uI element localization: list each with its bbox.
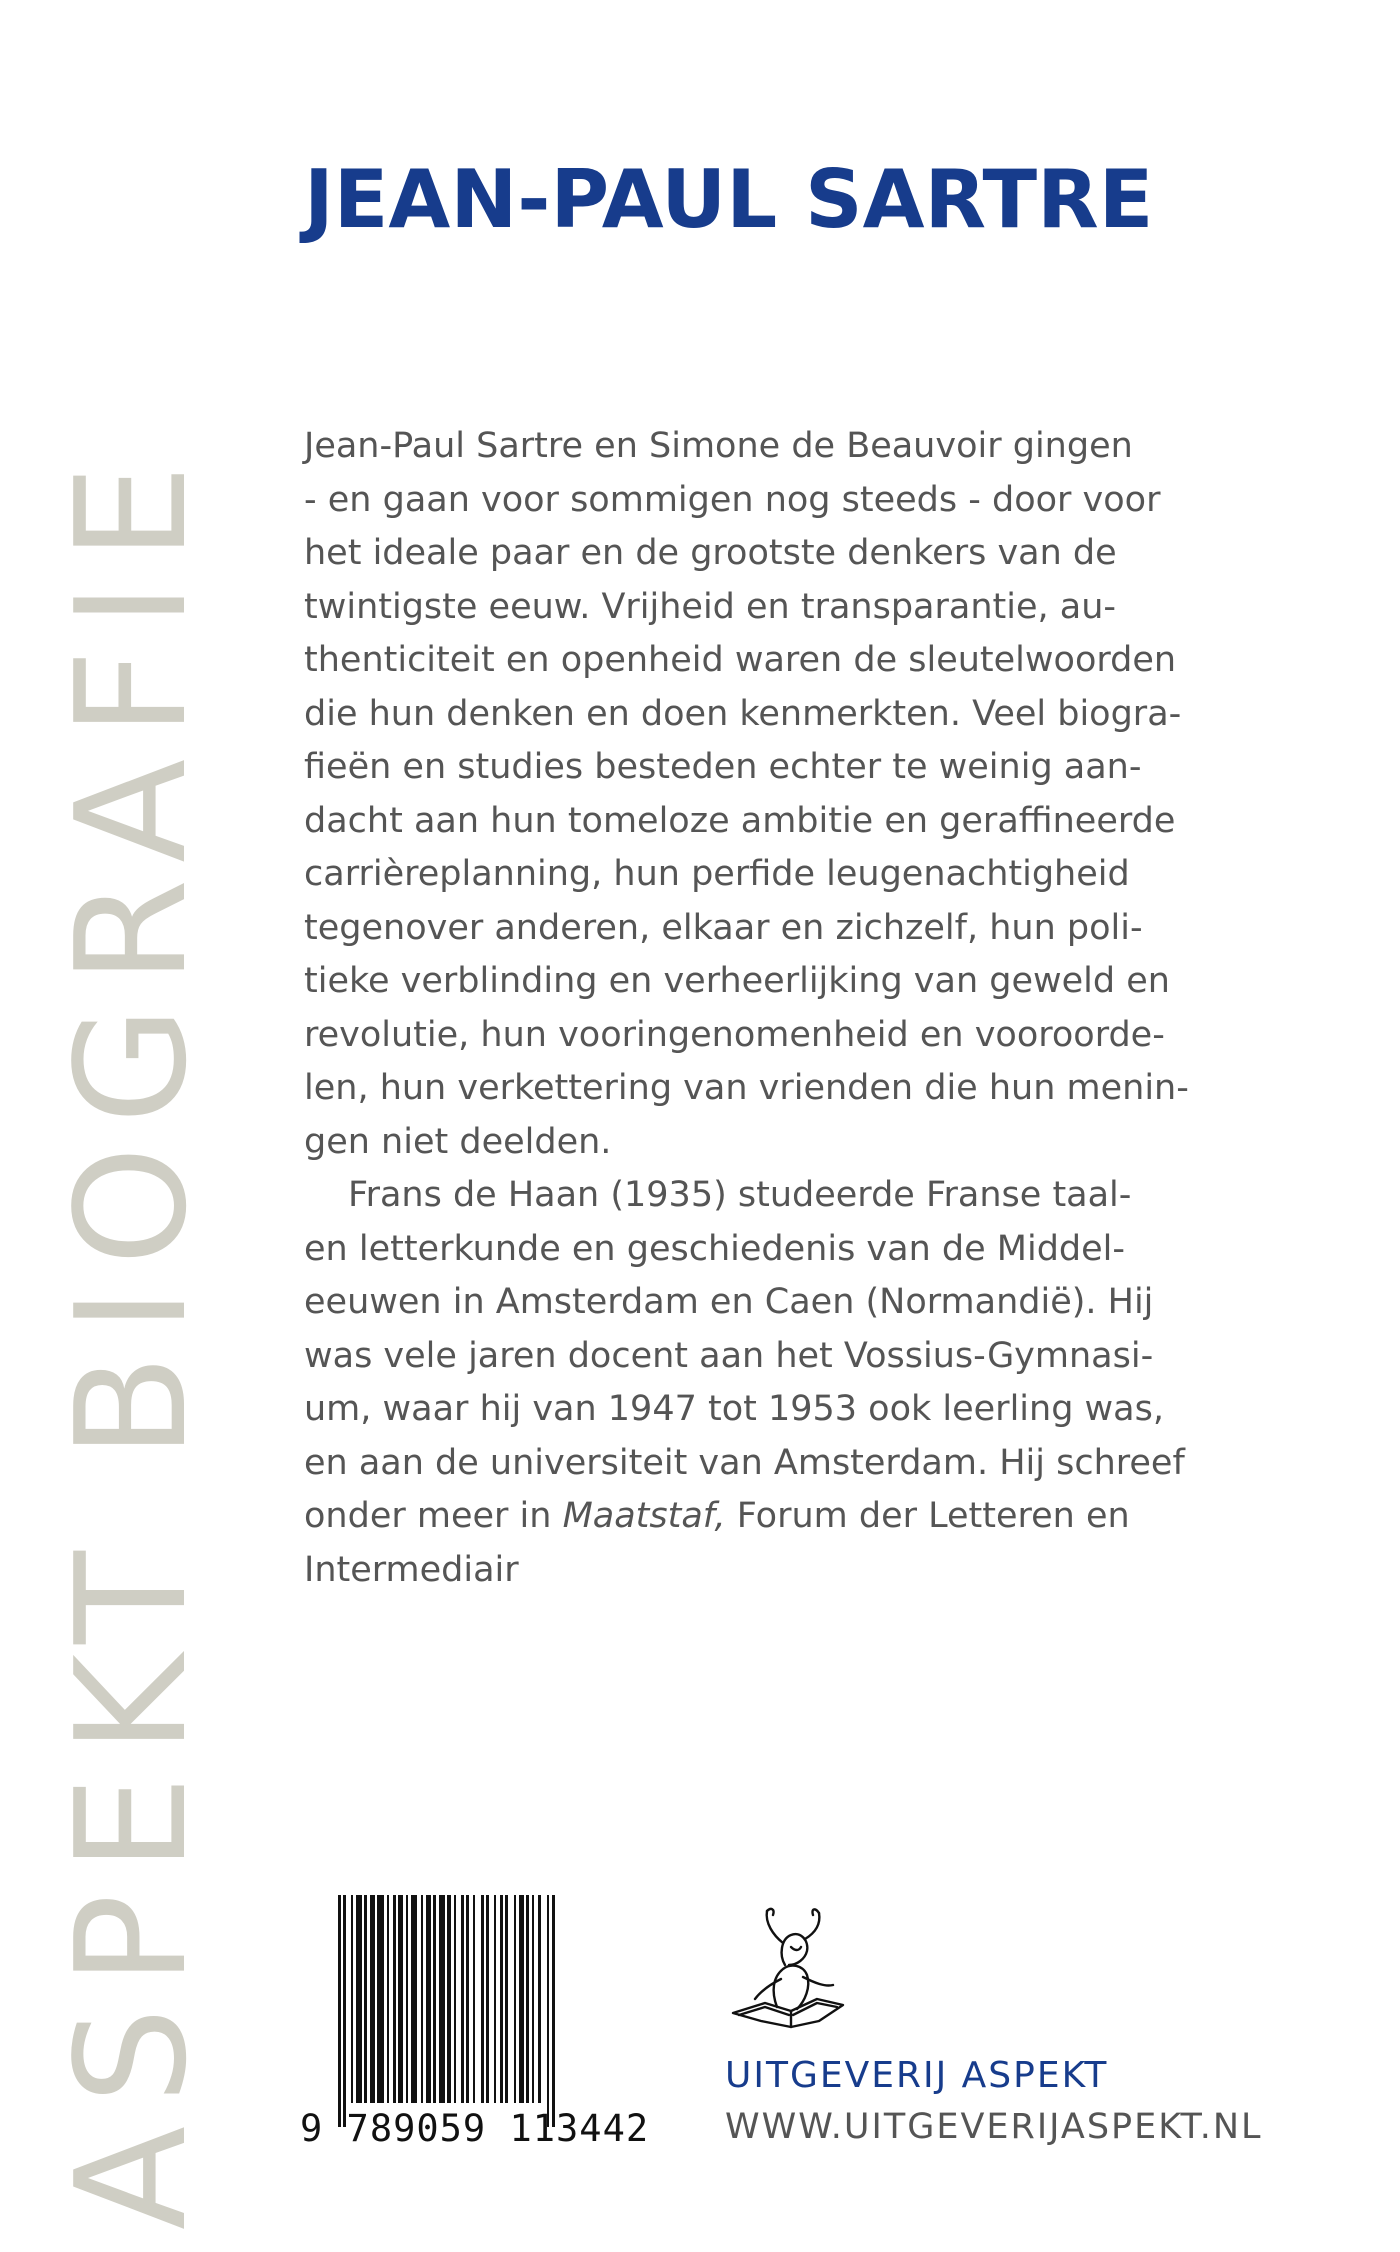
blurb-line: Jean-Paul Sartre en Simone de Beauvoir gingen	[304, 426, 1133, 466]
author-bio-line: was vele jaren docent aan het Vossius-Gymnasi-	[304, 1335, 1154, 1376]
blurb-line: die hun denken en doen kenmerkten. Veel biogra-	[304, 693, 1182, 734]
barcode-bar	[343, 1895, 346, 2127]
barcode-bar	[466, 1895, 469, 2103]
author-bio-line	[304, 1490, 1224, 1544]
author-bio-line: Intermediair	[304, 1549, 519, 1590]
reading-figure-logo-icon	[725, 1895, 855, 2035]
barcode-bar	[338, 1895, 341, 2127]
barcode-bar	[377, 1895, 384, 2103]
barcode-bar	[519, 1895, 524, 2103]
author-bio-line: en letterkunde en geschiedenis van de Middel-	[304, 1228, 1126, 1269]
barcode-bar	[398, 1895, 403, 2103]
spine-series-label: ASPEKT BIOGRAFIE	[43, 442, 220, 2230]
blurb-line: tieke verblinding en verheerlijking van geweld en	[304, 961, 1170, 1001]
barcode-bar	[547, 1895, 549, 2127]
blurb-text	[304, 420, 1224, 1597]
barcode-bar	[351, 1895, 353, 2103]
barcode-bar	[552, 1895, 555, 2127]
publisher-name: UITGEVERIJ ASPEKT	[725, 2055, 1109, 2096]
author-bio-line: en aan de universiteit van Amsterdam. Hij schreef	[304, 1442, 1185, 1483]
barcode-bar	[532, 1895, 534, 2103]
barcode-bar	[433, 1895, 436, 2103]
barcode-bar	[439, 1895, 445, 2103]
barcode-bar	[364, 1895, 367, 2103]
author-bio-line: eeuwen in Amsterdam en Caen (Normandië). Hij	[304, 1282, 1154, 1322]
author-bio-line: Frans de Haan (1935) studeerde Franse taal-	[348, 1175, 1132, 1215]
barcode-bars	[338, 1895, 636, 2127]
barcode-bar	[500, 1895, 503, 2103]
barcode-bar	[526, 1895, 529, 2103]
blurb-line: dacht aan hun tomeloze ambitie en geraffineerde	[304, 800, 1176, 841]
barcode-bar	[356, 1895, 362, 2103]
isbn-barcode	[300, 1895, 650, 2150]
author-bio-suffix: Forum der Letteren en	[725, 1496, 1130, 1536]
barcode-bar	[393, 1895, 396, 2103]
barcode-bar	[447, 1895, 451, 2103]
magazine-title: Maatstaf,	[562, 1496, 726, 1536]
barcode-bar	[370, 1895, 375, 2103]
barcode-bar	[505, 1895, 508, 2103]
blurb-line: tegenover anderen, elkaar en zichzelf, hun poli-	[304, 907, 1143, 948]
barcode-bar	[514, 1895, 516, 2103]
author-bio-line: um, waar hij van 1947 tot 1953 ook leerling was,	[304, 1389, 1164, 1429]
blurb-line: - en gaan voor sommigen nog steeds - door voor	[304, 479, 1161, 520]
barcode-bar	[481, 1895, 484, 2103]
barcode-bar	[538, 1895, 541, 2103]
barcode-bar	[494, 1895, 496, 2103]
blurb-line: fieën en studies besteden echter te weinig aan-	[304, 747, 1142, 787]
blurb-line: revolutie, hun vooringenomenheid en vooroorde-	[304, 1014, 1165, 1055]
blurb-line: het ideale paar en de grootste denkers van de	[304, 533, 1117, 573]
barcode-bar	[421, 1895, 423, 2103]
blurb-line: thenticiteit en openheid waren de sleutelwoorden	[304, 640, 1177, 680]
barcode-bar	[406, 1895, 408, 2103]
blurb-line: len, hun verkettering van vrienden die hun menin-	[304, 1068, 1189, 1108]
blurb-line: carrièreplanning, hun perfide leugenachtigheid	[304, 854, 1130, 894]
book-title: JEAN-PAUL SARTRE	[304, 153, 1154, 246]
barcode-bar	[426, 1895, 431, 2103]
barcode-bar	[473, 1895, 475, 2103]
barcode-bar	[486, 1895, 489, 2103]
barcode-bar	[454, 1895, 456, 2103]
blurb-line: twintigste eeuw. Vrijheid en transparantie, au-	[304, 586, 1117, 627]
publisher-website: WWW.UITGEVERIJASPEKT.NL	[725, 2107, 1263, 2147]
barcode-bar	[411, 1895, 417, 2103]
barcode-bar	[461, 1895, 464, 2103]
isbn-number: 9 789059 113442	[300, 2107, 650, 2150]
blurb-line: gen niet deelden.	[304, 1121, 612, 1162]
barcode-bar	[387, 1895, 389, 2103]
author-bio-prefix: onder meer in	[304, 1496, 563, 1536]
